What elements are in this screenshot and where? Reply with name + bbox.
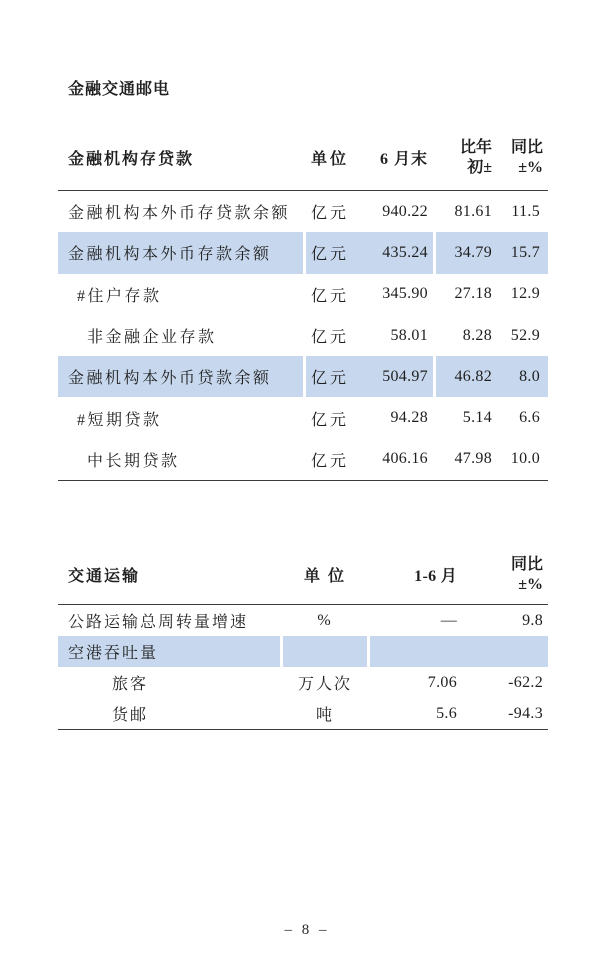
change-column-header: 比年 初± xyxy=(459,138,492,176)
row-yoy: 15.7 xyxy=(510,243,540,261)
row-label: 旅客 xyxy=(112,676,149,693)
yoy-column-header: 同比 ±% xyxy=(510,138,543,176)
row-yoy: -62.2 xyxy=(508,673,543,691)
row-value: — xyxy=(440,611,457,629)
period-column-header: 1-6 月 xyxy=(414,568,457,585)
row-yoy: -94.3 xyxy=(508,704,543,722)
table-row xyxy=(58,274,548,315)
row-unit: 万人次 xyxy=(297,676,352,693)
transport-table-header xyxy=(58,545,548,605)
row-label: 金融机构本外币贷款余额 xyxy=(68,370,272,388)
row-change: 27.18 xyxy=(454,285,492,303)
finance-table-body xyxy=(58,191,548,481)
row-change: 46.82 xyxy=(454,367,492,385)
row-unit: 亿元 xyxy=(310,370,349,388)
row-unit: 亿元 xyxy=(310,452,349,470)
table-row xyxy=(58,636,548,667)
table-row xyxy=(58,397,548,438)
row-label: 金融机构本外币存贷款余额 xyxy=(68,205,291,223)
finance-table-header xyxy=(58,125,548,191)
row-unit: 亿元 xyxy=(310,411,349,429)
transport-table-title: 交通运输 xyxy=(68,568,141,585)
table-row xyxy=(58,667,548,698)
finance-table xyxy=(58,125,548,481)
row-value: 940.22 xyxy=(382,202,428,220)
row-value: 406.16 xyxy=(382,450,428,468)
table-row xyxy=(58,191,548,232)
table-row xyxy=(58,698,548,729)
finance-table-title: 金融机构存贷款 xyxy=(68,151,195,168)
row-unit: 亿元 xyxy=(310,205,349,223)
transport-table xyxy=(58,545,548,730)
row-label: 中长期贷款 xyxy=(87,452,180,470)
row-label: 空港吞吐量 xyxy=(68,645,159,662)
row-label: 金融机构本外币存款余额 xyxy=(68,246,272,264)
table-row xyxy=(58,605,548,636)
row-label: 货邮 xyxy=(112,707,149,724)
row-value: 504.97 xyxy=(382,367,428,385)
row-change: 5.14 xyxy=(462,409,492,427)
row-change: 34.79 xyxy=(454,243,492,261)
row-yoy: 11.5 xyxy=(511,202,540,220)
row-yoy: 10.0 xyxy=(510,450,540,468)
row-label: 公路运输总周转量增速 xyxy=(68,614,249,631)
row-value: 345.90 xyxy=(382,285,428,303)
table-row xyxy=(58,232,548,273)
row-yoy: 8.0 xyxy=(519,367,540,385)
section-title: 金融交通邮电 xyxy=(68,81,171,98)
row-unit: 亿元 xyxy=(310,329,349,347)
row-value: 7.06 xyxy=(427,673,457,691)
unit-column-header: 单 位 xyxy=(303,568,346,585)
row-yoy: 12.9 xyxy=(510,285,540,303)
row-yoy: 6.6 xyxy=(519,409,540,427)
row-yoy: 9.8 xyxy=(522,611,543,629)
row-unit: 亿元 xyxy=(310,287,349,305)
yoy-column-header: 同比 ±% xyxy=(510,555,543,593)
table-row xyxy=(58,315,548,356)
table-row xyxy=(58,439,548,480)
period-column-header: 6 月末 xyxy=(379,151,428,168)
unit-column-header: 单位 xyxy=(310,151,349,168)
row-unit: 吨 xyxy=(315,707,334,724)
row-value: 5.6 xyxy=(436,704,457,722)
row-value: 58.01 xyxy=(390,326,428,344)
row-change: 47.98 xyxy=(454,450,492,468)
row-label: #住户存款 xyxy=(77,287,162,305)
row-unit: % xyxy=(317,611,333,629)
row-change: 81.61 xyxy=(454,202,492,220)
row-yoy: 52.9 xyxy=(510,326,540,344)
table-row xyxy=(58,356,548,397)
row-unit: 亿元 xyxy=(310,246,349,264)
row-change: 8.28 xyxy=(462,326,492,344)
row-label: #短期贷款 xyxy=(77,411,162,429)
row-label: 非金融企业存款 xyxy=(87,329,217,347)
row-value: 435.24 xyxy=(382,243,428,261)
transport-table-body xyxy=(58,605,548,730)
page-number: – 8 – xyxy=(284,922,330,938)
row-value: 94.28 xyxy=(390,409,428,427)
